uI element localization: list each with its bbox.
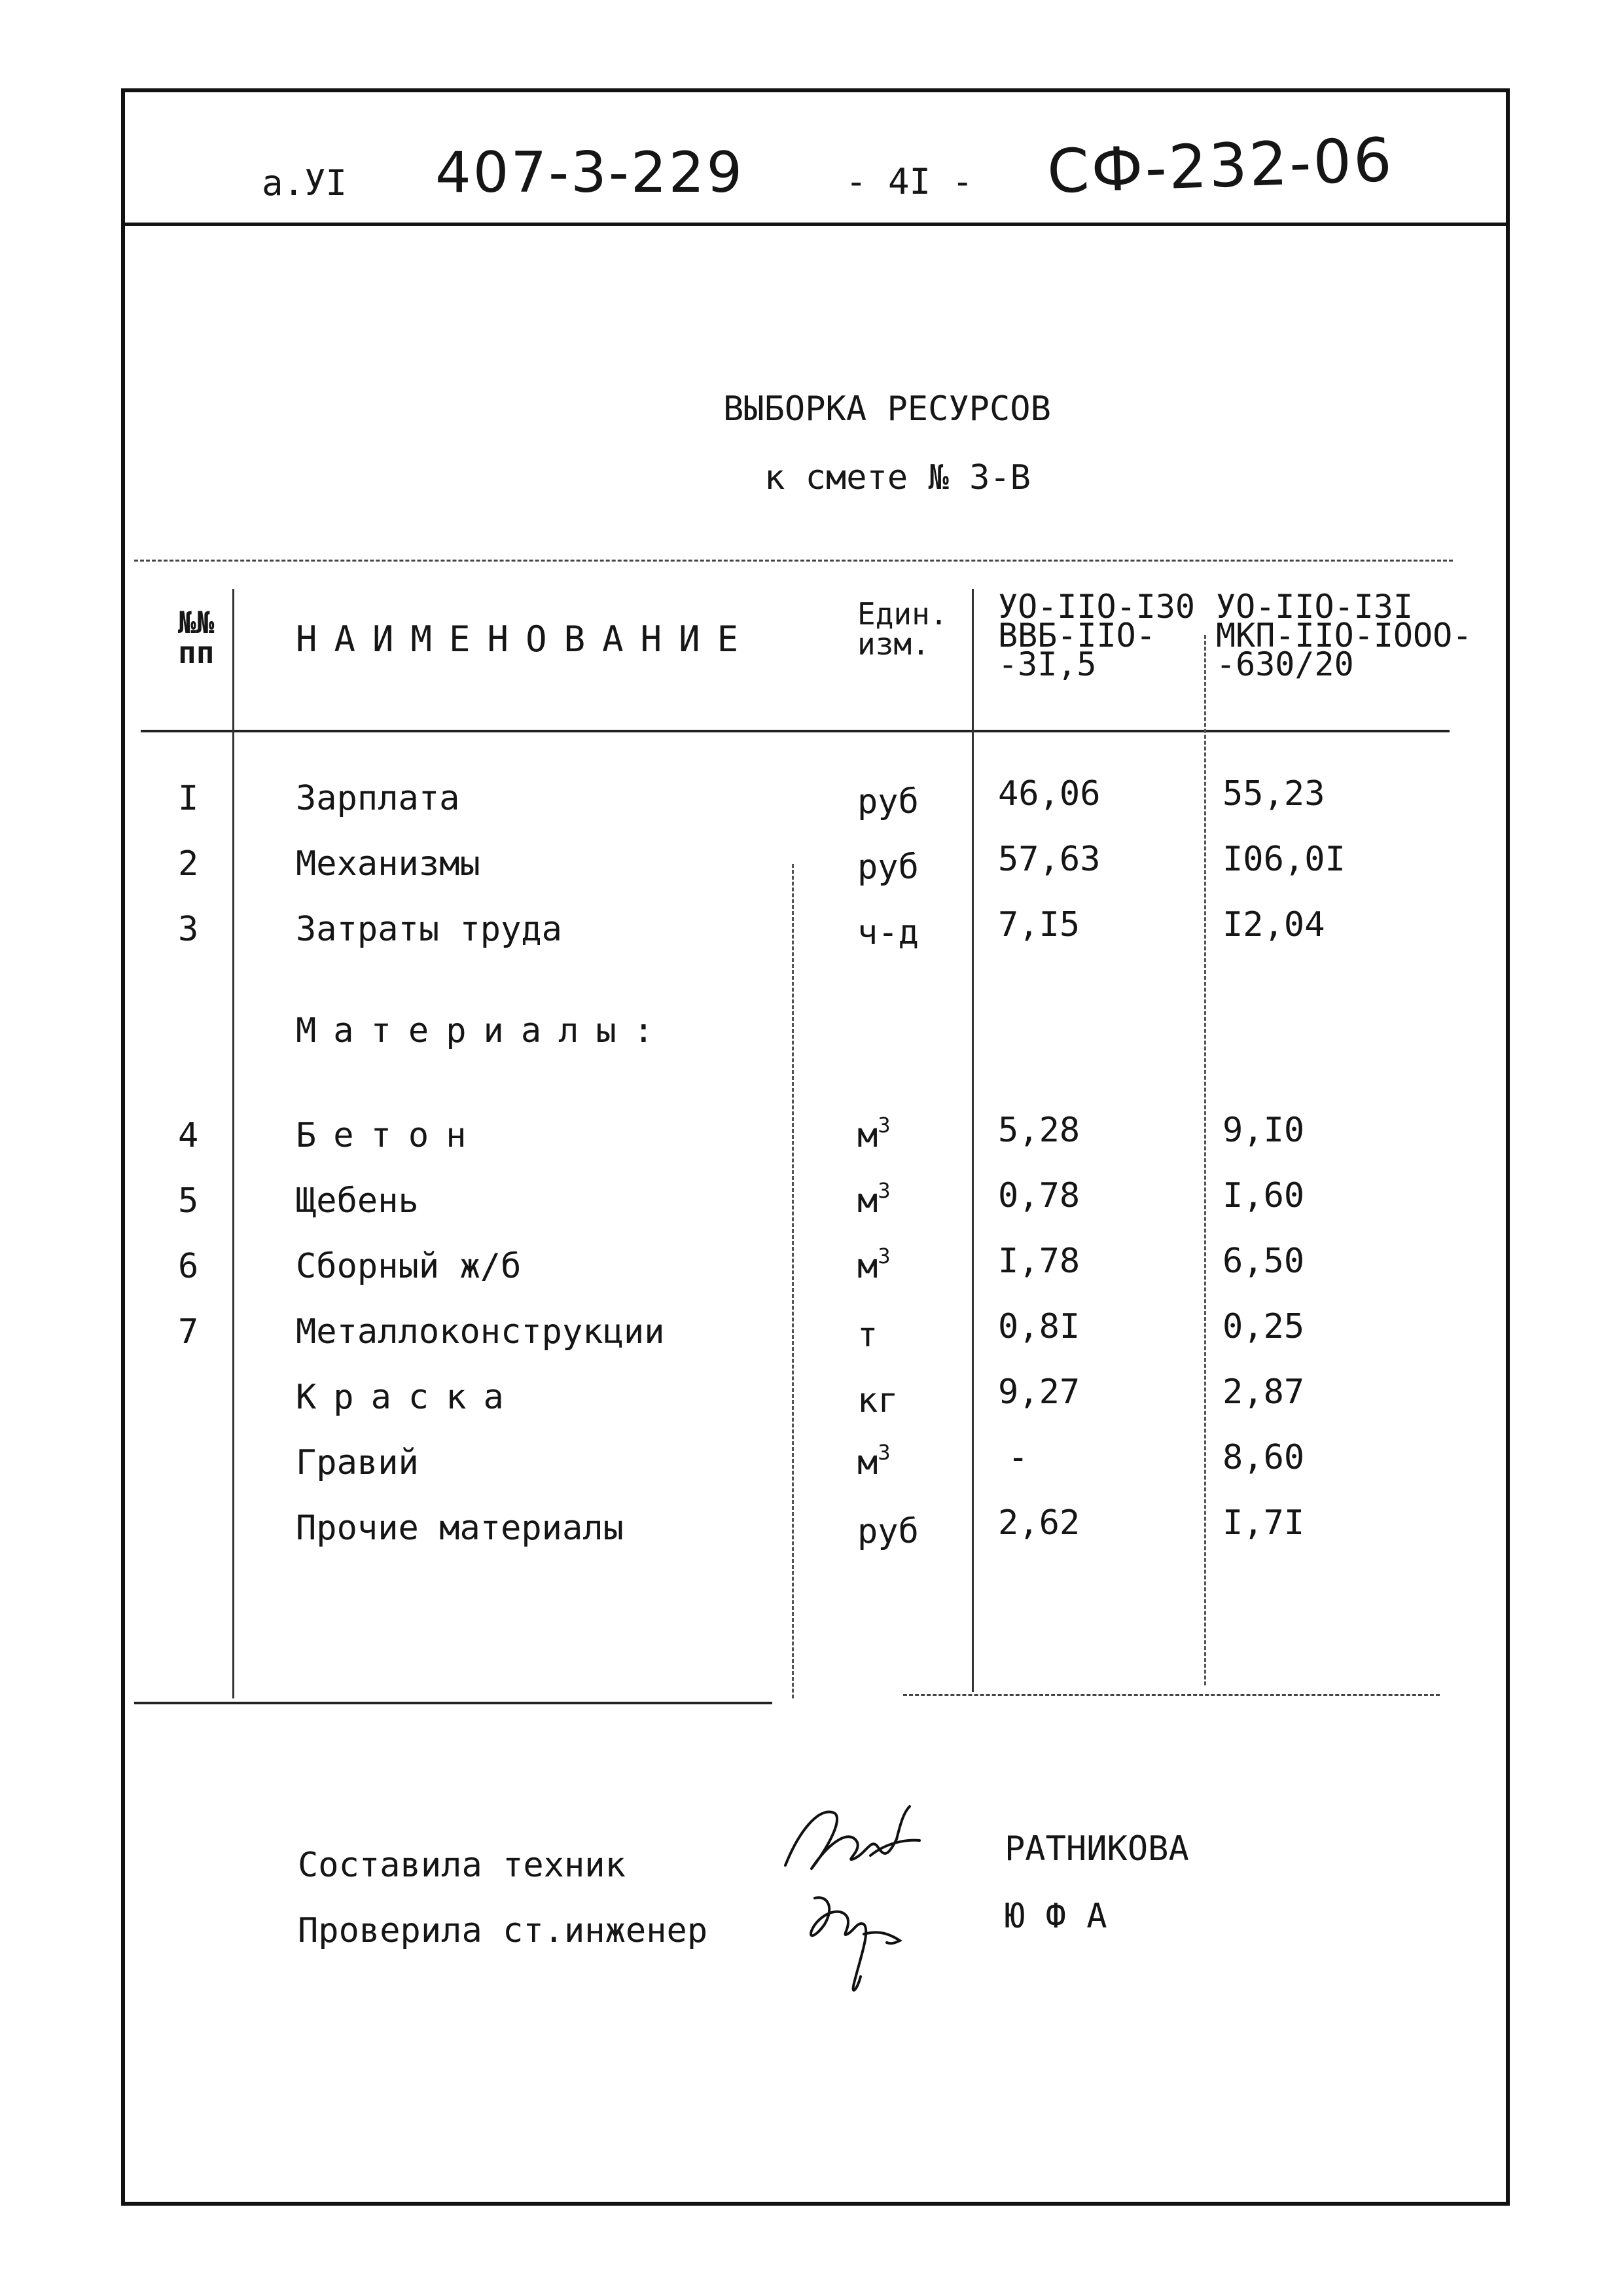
row-v2: 8,60 xyxy=(1222,1438,1305,1477)
row-name: Зарплата xyxy=(296,779,460,818)
page-number: - 4I - xyxy=(846,161,974,202)
row-name: Бетон xyxy=(296,1116,484,1155)
row-name: Прочие материалы xyxy=(296,1509,624,1548)
document-subtitle: к смете № 3-В xyxy=(764,458,1031,497)
materials-heading: Материалы: xyxy=(296,1011,671,1050)
row-unit: руб xyxy=(857,848,919,887)
table-bottom-rule-right xyxy=(903,1694,1440,1696)
row-v2: I2,04 xyxy=(1222,905,1325,944)
row-v2: 55,23 xyxy=(1222,774,1325,814)
row-unit: $м^3$ xyxy=(857,1244,891,1286)
row-v2: I06,0I xyxy=(1222,840,1346,879)
row-v1: 0,78 xyxy=(998,1176,1080,1215)
row-name: Краска xyxy=(296,1378,521,1417)
checked-by-name: Ю Ф А xyxy=(1005,1897,1107,1936)
col-rule-unit xyxy=(972,589,974,1692)
signature-checked xyxy=(795,1878,913,2009)
row-v1: 7,I5 xyxy=(998,905,1080,944)
row-v2: 0,25 xyxy=(1222,1307,1305,1346)
compiled-by-role: Составила техник xyxy=(298,1846,626,1885)
row-unit: ч-д xyxy=(857,913,919,952)
row-num: 4 xyxy=(178,1116,199,1155)
checked-by-role: Проверила ст.инженер xyxy=(298,1911,708,1950)
col-header-unit: Един. изм. xyxy=(857,596,948,662)
col-rule-name xyxy=(792,864,794,1698)
row-unit: $м^3$ xyxy=(857,1178,891,1221)
col-header-num: №№ пп xyxy=(178,605,215,670)
document-code: СФ-232-06 xyxy=(1046,124,1395,207)
row-name: Металлоконструкции xyxy=(296,1312,665,1352)
sheet-label: а.УI xyxy=(262,162,348,204)
row-v2: 2,87 xyxy=(1222,1372,1305,1412)
row-name: Сборный ж/б xyxy=(296,1247,522,1286)
row-v2: 6,50 xyxy=(1222,1242,1305,1281)
row-v1: 0,8I xyxy=(998,1307,1080,1346)
row-v1: I,78 xyxy=(998,1242,1080,1281)
row-num: I xyxy=(178,779,199,818)
row-name: Гравий xyxy=(296,1443,419,1482)
row-v1: 46,06 xyxy=(998,774,1101,814)
row-unit: руб xyxy=(857,1512,919,1551)
col-header-v1: УО-IIO-I30 ВВБ-IIO- -3I,5 xyxy=(998,588,1196,683)
col-rule-v1 xyxy=(1204,635,1206,1685)
col-header-name: НАИМЕНОВАНИЕ xyxy=(296,619,756,660)
row-name: Механизмы xyxy=(296,844,480,884)
row-name: Затраты труда xyxy=(296,910,562,949)
row-v2: I,60 xyxy=(1222,1176,1305,1215)
row-num: 5 xyxy=(178,1181,199,1221)
row-v2: 9,I0 xyxy=(1222,1111,1305,1150)
row-unit: $м^3$ xyxy=(857,1113,891,1155)
row-unit: руб xyxy=(857,782,919,821)
row-v1: 57,63 xyxy=(998,840,1101,879)
row-v2: I,7I xyxy=(1222,1503,1305,1543)
row-v1: - xyxy=(1008,1438,1029,1477)
row-v1: 9,27 xyxy=(998,1372,1080,1412)
col-rule-num xyxy=(232,589,234,1698)
compiled-by-name: РАТНИКОВА xyxy=(1005,1829,1189,1869)
table-top-rule xyxy=(134,560,1453,562)
row-unit: кг xyxy=(857,1381,899,1420)
row-unit: $м^3$ xyxy=(857,1440,891,1482)
header-divider xyxy=(121,223,1510,226)
col-header-v2: УО-IIO-I3I МКП-IIO-IOOO- -630/20 xyxy=(1216,588,1472,683)
row-unit: т xyxy=(857,1316,878,1355)
signature-compiled xyxy=(772,1793,923,1892)
row-v1: 5,28 xyxy=(998,1111,1080,1150)
row-name: Щебень xyxy=(296,1181,419,1221)
table-bottom-rule xyxy=(134,1702,772,1704)
project-number: 407-3-229 xyxy=(435,140,745,206)
table-header-rule xyxy=(141,730,1450,732)
row-num: 7 xyxy=(178,1312,199,1352)
row-v1: 2,62 xyxy=(998,1503,1080,1543)
row-num: 6 xyxy=(178,1247,199,1286)
document-title: ВЫБОРКА РЕСУРСОВ xyxy=(723,389,1051,429)
row-num: 2 xyxy=(178,844,199,884)
row-num: 3 xyxy=(178,910,199,949)
